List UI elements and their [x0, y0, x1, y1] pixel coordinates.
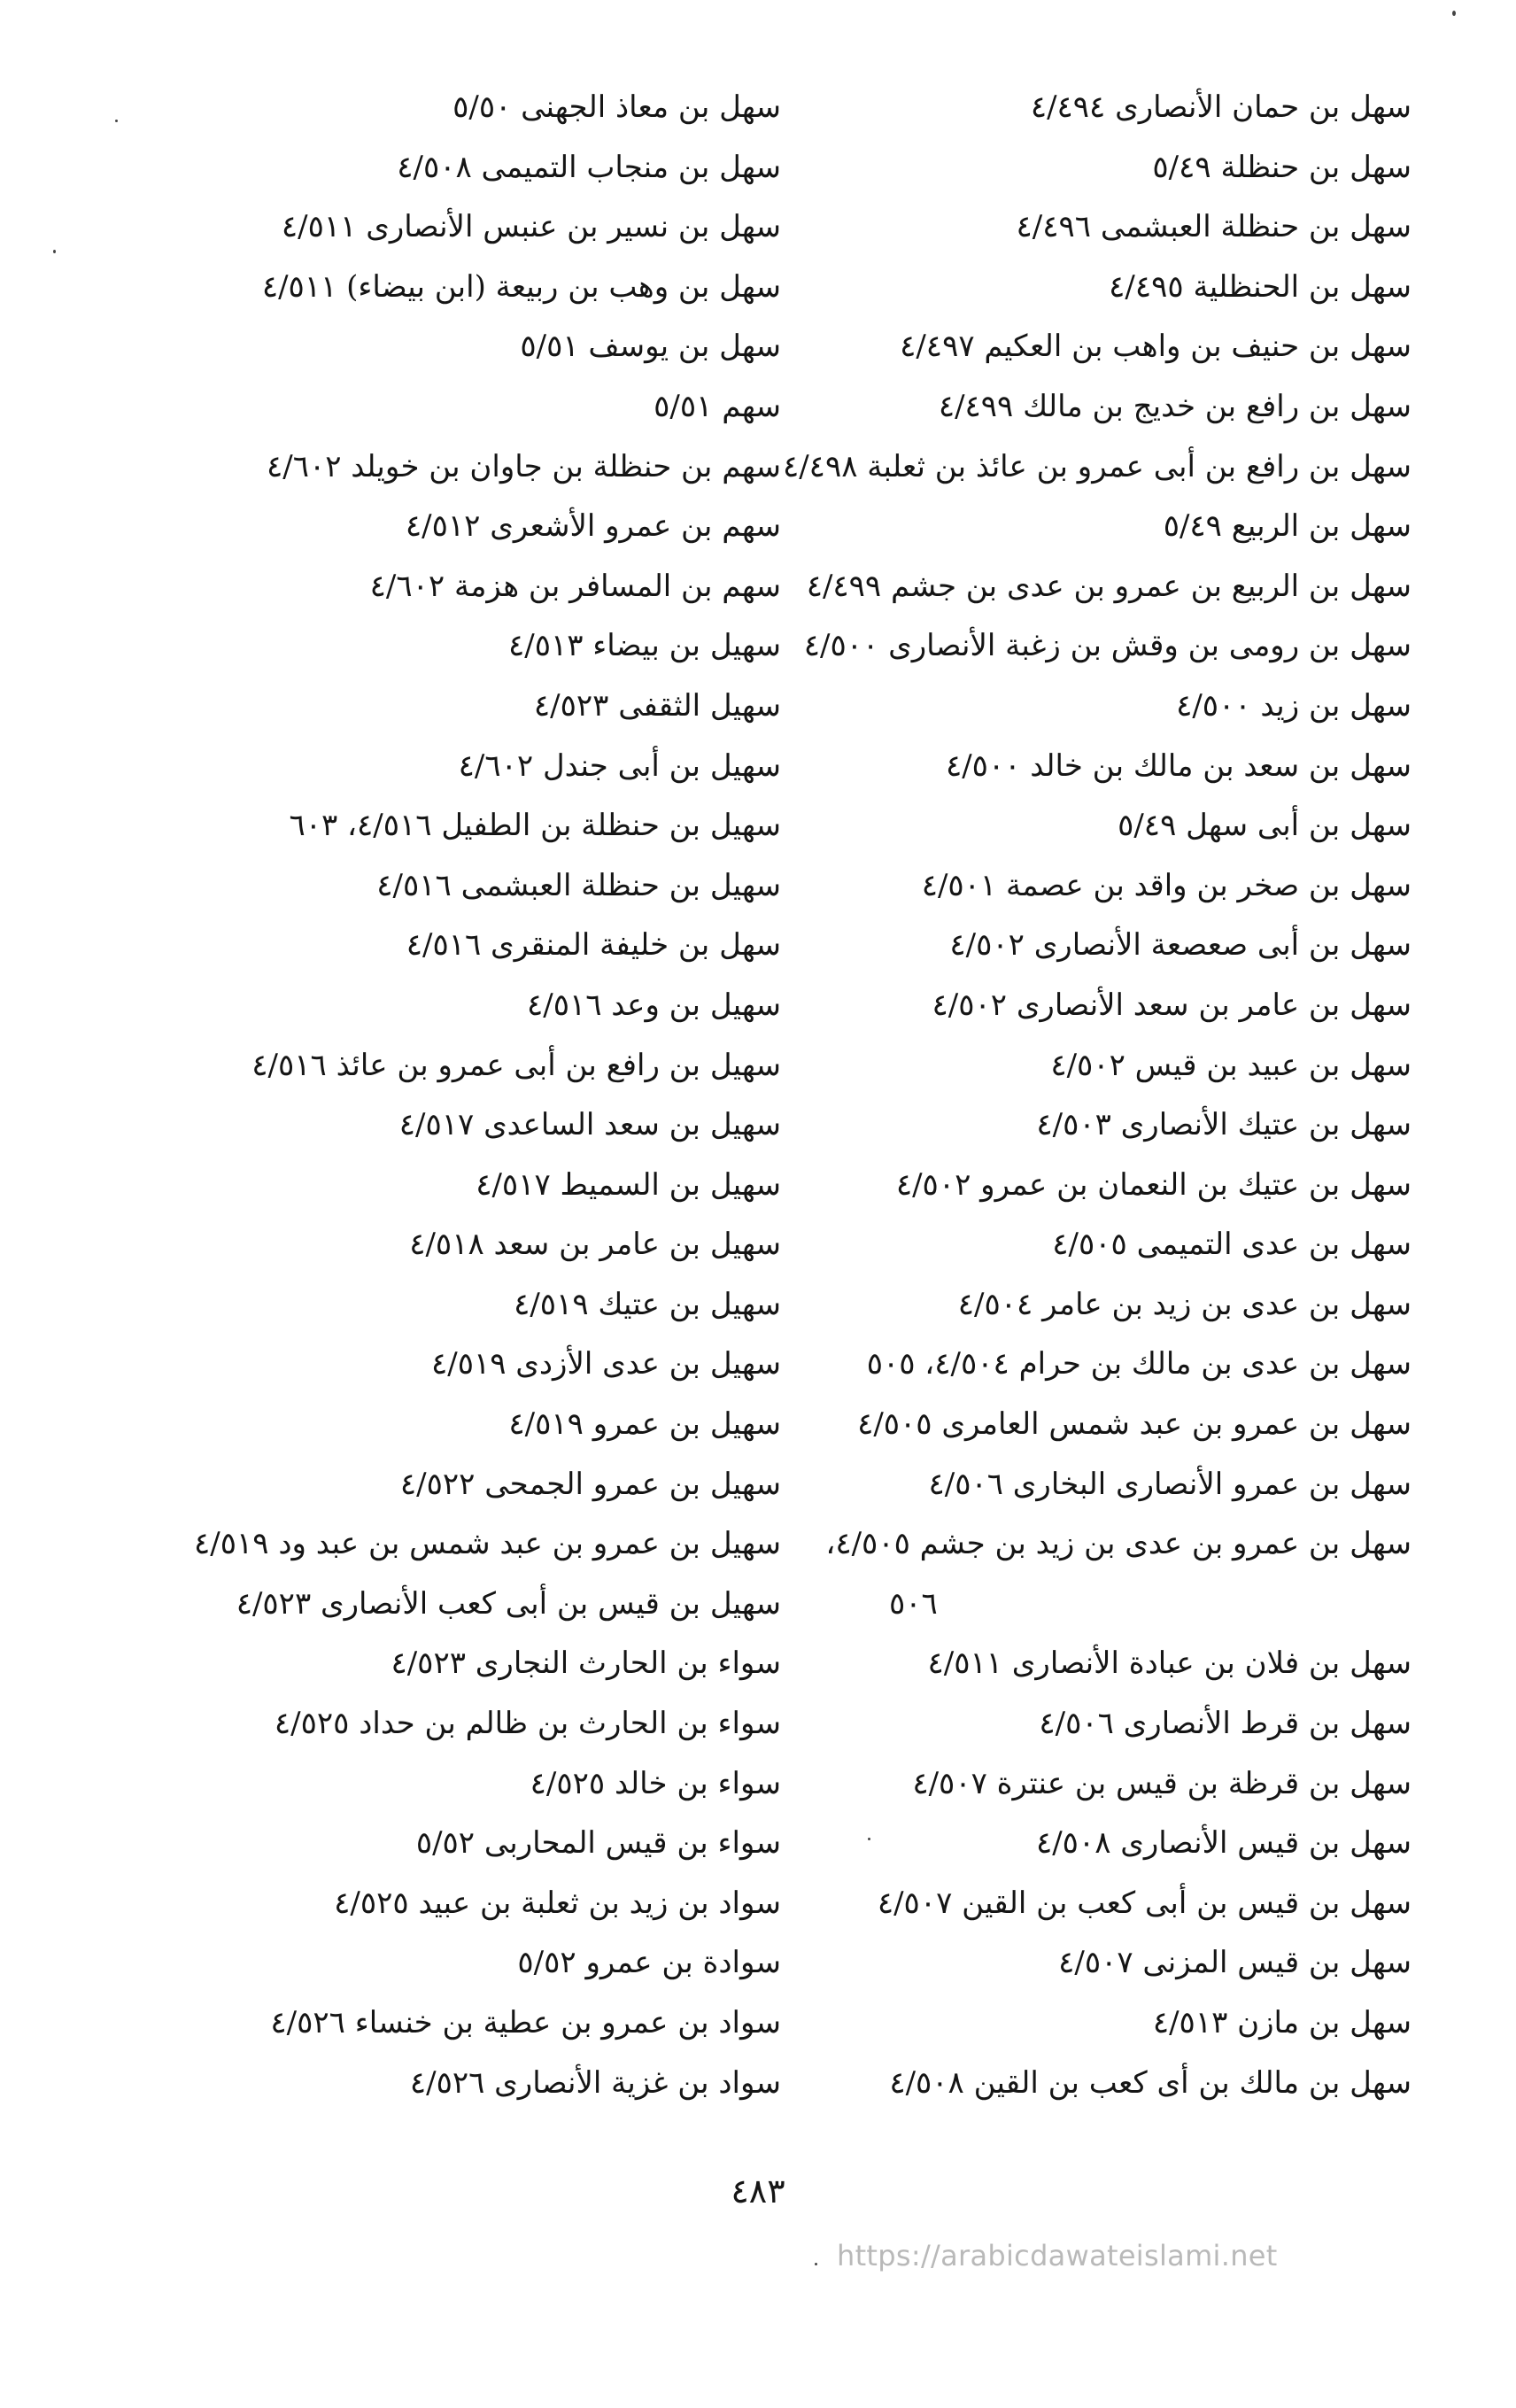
index-entry: سواء بن الحارث النجارى ٤/٥٢٣: [391, 1645, 781, 1682]
index-entry: سهل بن أبى صعصعة الأنصارى ٤/٥٠٢: [949, 927, 1412, 964]
index-entry: سواد بن عمرو بن عطية بن خنساء ٤/٥٢٦: [270, 2005, 781, 2040]
index-entry: سهل بن رافع بن خديج بن مالك ٤/٤٩٩: [938, 388, 1412, 424]
index-entry: سهيل بن عمرو الجمحى ٤/٥٢٢: [399, 1466, 781, 1502]
index-entry: سهيل بن عدى الأزدى ٤/٥١٩: [430, 1346, 781, 1382]
watermark-url: https://arabicdawateislami.net: [837, 2239, 1278, 2273]
index-entry: سهل بن حنظلة العبشمى ٤/٤٩٦: [1016, 209, 1412, 245]
index-entry: سهل بن وهب بن ربيعة (ابن بيضاء) ٤/٥١١: [261, 268, 781, 305]
index-entry: سهيل بن حنظلة بن الطفيل ٤/٥١٦، ٦٠٣: [289, 808, 781, 844]
index-entry: سهيل بن قيس بن أبى كعب الأنصارى ٤/٥٢٣: [236, 1585, 781, 1622]
scan-speck: [868, 1838, 870, 1840]
index-entry: سهل بن سعد بن مالك بن خالد ٤/٥٠٠: [945, 747, 1412, 784]
index-entry: سهل بن قرط الأنصارى ٤/٥٠٦: [1039, 1706, 1412, 1742]
index-entry: سهيل بن سعد الساعدى ٤/٥١٧: [398, 1107, 781, 1143]
index-entry: سهل بن معاذ الجهنى ٥/٥٠: [452, 89, 781, 125]
index-entry: سهل بن رافع بن أبى عمرو بن عائذ بن ثعلبة ٤/٤٩٨: [782, 448, 1412, 484]
index-entry: سهل بن عتيك الأنصارى ٤/٥٠٣: [1036, 1107, 1412, 1143]
index-entry: سهل بن عدى بن زيد بن عامر ٤/٥٠٤: [957, 1286, 1412, 1322]
index-entry: سهل بن قيس الأنصارى ٤/٥٠٨: [1035, 1825, 1412, 1862]
index-entry: سهيل بن عتيك ٤/٥١٩: [514, 1286, 781, 1322]
index-entry: سهل بن الحنظلية ٤/٤٩٥: [1109, 268, 1412, 305]
index-entry: سهل بن قيس المزنى ٤/٥٠٧: [1058, 1945, 1412, 1981]
scan-speck: [53, 250, 56, 253]
index-entry: سواء بن قيس المحاربى ٥/٥٢: [415, 1825, 781, 1862]
index-entry: سهل بن نسير بن عنبس الأنصارى ٤/٥١١: [281, 209, 781, 245]
index-entry: سهم بن عمرو الأشعرى ٤/٥١٢: [405, 508, 781, 545]
index-entry: سهم بن المسافر بن هزمة ٤/٦٠٢: [369, 568, 781, 604]
scan-speck: [815, 2263, 817, 2265]
index-entry: سهيل بن عمرو بن عبد شمس بن عبد ود ٤/٥١٩: [194, 1526, 781, 1562]
index-entry: سهل بن خليفة المنقرى ٤/٥١٦: [406, 927, 781, 964]
index-entry: سهل بن قيس بن أبى كعب بن القين ٤/٥٠٧: [877, 1885, 1412, 1921]
index-entry: سهل بن رومى بن وقش بن زغبة الأنصارى ٤/٥٠٠: [803, 628, 1412, 664]
index-entry: سهل بن حنيف بن واهب بن العكيم ٤/٤٩٧: [900, 329, 1412, 365]
index-entry: سهل بن فلان بن عبادة الأنصارى ٤/٥١١: [927, 1645, 1412, 1682]
scan-speck: [115, 120, 118, 122]
index-entry: سهل بن عدى بن مالك بن حرام ٤/٥٠٤، ٥٠٥: [866, 1346, 1412, 1382]
index-entry: سهل بن يوسف ٥/٥١: [520, 329, 781, 365]
index-entry: سهيل بن بيضاء ٤/٥١٣: [507, 628, 781, 664]
index-entry: سهيل بن حنظلة العبشمى ٤/٥١٦: [376, 867, 781, 903]
index-entry: سهل بن الربيع بن عمرو بن عدى بن جشم ٤/٤٩٩: [806, 568, 1412, 604]
index-entry: سهل بن عمرو بن عدى بن زيد بن جشم ٤/٥٠٥،: [825, 1526, 1412, 1562]
index-entry: سهل بن زيد ٤/٥٠٠: [1176, 687, 1412, 724]
index-entry: سواء بن خالد ٤/٥٢٥: [530, 1765, 781, 1801]
index-entry: سهل بن حنظلة ٥/٤٩: [1152, 149, 1412, 185]
index-column-left: [108, 78, 781, 2113]
index-entry: سهيل الثقفى ٤/٥٢٣: [533, 687, 781, 724]
index-entry: سهيل بن رافع بن أبى عمرو بن عائذ ٤/٥١٦: [251, 1047, 781, 1083]
index-entry: سهل بن عبيد بن قيس ٤/٥٠٢: [1050, 1047, 1412, 1083]
scan-speck: [1452, 11, 1456, 16]
index-entry: سهيل بن السميط ٤/٥١٧: [476, 1166, 781, 1203]
index-entry: سهل بن منجاب التميمى ٤/٥٠٨: [397, 149, 781, 185]
index-entry-continuation: [756, 1575, 1412, 1635]
index-entry: سهل بن عمرو بن عبد شمس العامرى ٤/٥٠٥: [857, 1406, 1412, 1443]
index-entry: سهم ٥/٥١: [654, 388, 781, 424]
index-entry: سوادة بن عمرو ٥/٥٢: [517, 1945, 781, 1981]
index-entry: سهل بن عتيك بن النعمان بن عمرو ٤/٥٠٢: [895, 1166, 1412, 1203]
index-entry: سواد بن زيد بن ثعلبة بن عبيد ٤/٥٢٥: [334, 1885, 781, 1921]
index-entry: سهل بن أبى سهل ٥/٤٩: [1118, 808, 1412, 844]
page-number: ٤٨٣: [731, 2172, 785, 2211]
index-entry: سهيل بن وعد ٤/٥١٦: [526, 987, 781, 1023]
index-column-right: [756, 78, 1412, 2113]
index-entry: سهيل بن عامر بن سعد ٤/٥١٨: [409, 1227, 781, 1263]
index-entry: سهيل بن عمرو ٤/٥١٩: [508, 1406, 781, 1443]
index-entry: سهل بن مازن ٤/٥١٣: [1152, 2005, 1412, 2040]
index-entry: سواء بن الحارث بن ظالم بن حداد ٤/٥٢٥: [274, 1706, 781, 1742]
continuation-page-ref: ٥٠٦: [889, 1585, 938, 1622]
index-entry: سهل بن مالك بن أى كعب بن القين ٤/٥٠٨: [889, 2064, 1412, 2101]
index-entry: سهيل بن أبى جندل ٤/٦٠٢: [458, 747, 781, 784]
index-entry: سهل بن عدى التميمى ٤/٥٠٥: [1052, 1227, 1412, 1263]
index-entry: سهل بن عمرو الأنصارى البخارى ٤/٥٠٦: [928, 1466, 1412, 1502]
index-entry: سواد بن غزية الأنصارى ٤/٥٢٦: [409, 2064, 781, 2101]
index-entry: سهل بن الربيع ٥/٤٩: [1163, 508, 1412, 545]
index-entry: سهل بن عامر بن سعد الأنصارى ٤/٥٠٢: [932, 987, 1412, 1023]
index-entry: سهم بن حنظلة بن جاوان بن خويلد ٤/٦٠٢: [266, 448, 781, 484]
index-entry: سهل بن حمان الأنصارى ٤/٤٩٤: [1030, 89, 1412, 125]
index-entry: سهل بن صخر بن واقد بن عصمة ٤/٥٠١: [921, 867, 1412, 903]
index-entry: سهل بن قرظة بن قيس بن عنترة ٤/٥٠٧: [912, 1765, 1412, 1801]
